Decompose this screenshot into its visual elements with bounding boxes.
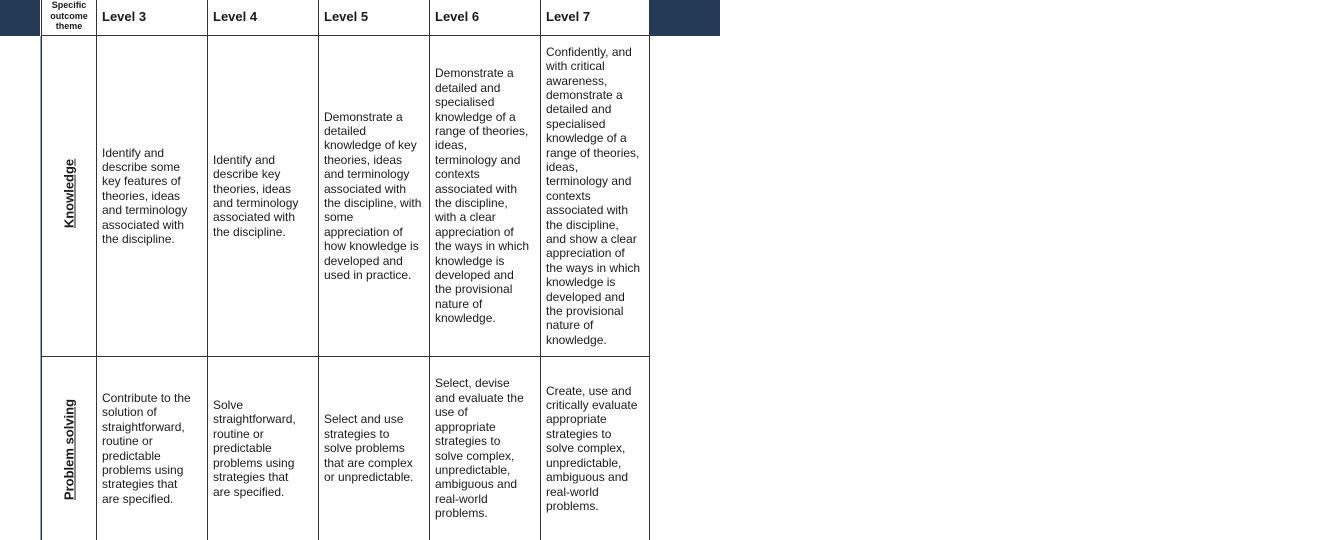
outcomes-table (41, 0, 650, 540)
grid-line (429, 0, 430, 540)
knowledge-level-6-cell (435, 36, 539, 356)
university-logo (1304, 7, 1335, 34)
grid-line (96, 0, 97, 540)
cell-text: Demonstrate a detailed and specialised knowledge of a range of theories, ideas, terminology and contexts associated with the discipline, with a clear appreciation of the ways in which knowledge is developed and the provisional nature of knowledge. (435, 66, 530, 326)
knowledge-level-5-cell (324, 36, 428, 356)
cell-text: Solve straightforward, routine or predictable problems using strategies that are specified. (213, 398, 296, 499)
problem-solving-level-4-cell (213, 357, 317, 540)
level-6-header: Level 6 (435, 9, 480, 24)
cell-text: Demonstrate a detailed knowledge of key theories, ideas and terminology associated with the discipline, with some appreciation of how knowledge is developed and used in practice. (324, 109, 422, 283)
theme-knowledge: Knowledge (61, 158, 77, 229)
cell-text: Select and use strategies to solve problems that are complex or unpredictable. (324, 412, 414, 485)
level-7-header: Level 7 (546, 9, 591, 24)
brand-line-1: arper Adams (1304, 7, 1330, 25)
problem-solving-level-7-cell (546, 357, 650, 540)
grid-line (540, 0, 541, 540)
grid-line (41, 0, 42, 540)
level-5-header: Level 5 (324, 9, 369, 24)
problem-solving-level-5-cell (324, 357, 428, 540)
cell-text: Contribute to the solution of straightforward, routine or predictable problems using strategies that are specified. (102, 390, 191, 506)
grid-line (318, 0, 319, 540)
knowledge-level-4-cell (213, 36, 317, 356)
cell-text: Identify and describe some key features of theories, ideas and terminology associated with the discipline. (102, 145, 188, 247)
problem-solving-level-6-cell (435, 357, 539, 540)
knowledge-level-7-cell (546, 36, 650, 356)
brand-line-2: niversity (1304, 25, 1335, 34)
level-3-header: Level 3 (102, 9, 147, 24)
problem-solving-level-3-cell (102, 357, 206, 540)
theme-header: Specific outcome theme (50, 0, 88, 31)
level-4-header: Level 4 (213, 9, 258, 24)
theme-problem-solving: Problem solving (61, 398, 77, 501)
cell-text: Confidently, and with critical awareness, demonstrate a detailed and specialised knowledge of a range of theories, ideas, terminology and contexts associated with the discipline, and show a clear appreciation of the ways in which knowledge is developed and the provisional nature of knowledge. (546, 44, 641, 347)
cell-text: Identify and describe key theories, ideas and terminology associated with the discipline. (213, 152, 299, 239)
logo-band (650, 0, 1335, 36)
grid-line (207, 0, 208, 540)
cell-text: Select, devise and evaluate the use of appropriate strategies to solve complex, unpredictable, ambiguous and real-world problems. (435, 376, 524, 521)
left-header-band (0, 0, 40, 36)
knowledge-level-3-cell (102, 36, 206, 356)
cell-text: Create, use and critically evaluate appropriate strategies to solve complex, unpredictable, ambiguous and real-world problems. (546, 383, 638, 513)
